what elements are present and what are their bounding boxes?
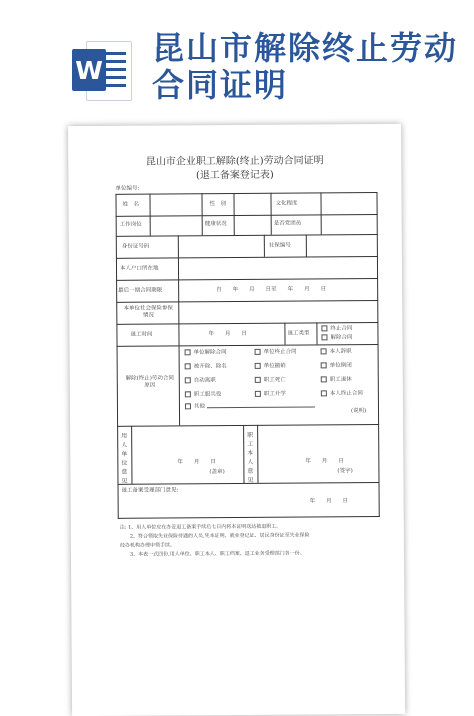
reason-option[interactable]: 本人辞职: [321, 348, 352, 356]
social-no-label: 社保编号: [268, 242, 291, 249]
document-sheet: [68, 124, 405, 716]
hukou-label: 本人户口所在地: [119, 265, 159, 272]
education-label: 文化程度: [275, 200, 298, 207]
reason-option[interactable]: 单位解除合同: [185, 349, 227, 357]
checkbox-icon: [255, 377, 261, 383]
reason-option[interactable]: 职工升学: [255, 391, 286, 399]
reason-option-other[interactable]: 其他: [185, 402, 315, 410]
header: [0, 0, 474, 120]
reason-option[interactable]: 职工死亡: [255, 377, 286, 385]
checkbox-icon: [321, 376, 327, 382]
leave-type-dissolve[interactable]: 解除合同: [321, 334, 352, 342]
job-label: 工作岗位: [119, 221, 142, 228]
unit-seal: (盖章): [209, 469, 225, 476]
party-label: 是否党团员: [273, 220, 302, 227]
leave-date: 年 月 日: [208, 330, 247, 338]
unit-code-label: 单位编号:: [115, 185, 140, 192]
worker-sign-date: 年 月 日: [305, 458, 344, 465]
note-line: 2、符合领取失业保险待遇的人员,凭本证明、就业登记证、居民身份证至失业保险: [119, 532, 310, 540]
agency-date: 年 月 日: [309, 498, 349, 505]
leave-type-label: 退工类型: [287, 330, 310, 337]
explain-label: (说明): [350, 408, 367, 415]
leave-time-label: 退工时间: [130, 331, 153, 338]
checkbox-icon: [321, 362, 327, 368]
checkbox-icon: [185, 403, 191, 409]
reason-option[interactable]: 自动离职: [185, 377, 216, 385]
last-contract-label: 最后一期合同期限: [118, 287, 163, 294]
reason-options: [185, 348, 375, 415]
reason-option[interactable]: 职工退休: [321, 376, 352, 384]
checkbox-icon: [185, 349, 191, 355]
reason-option[interactable]: 单位倒闭: [321, 362, 352, 370]
worker-signature: (签字): [337, 468, 353, 475]
note-line: 经办机构办理申领手续。: [119, 542, 175, 549]
page-title: 昆山市解除终止劳动合同证明: [152, 29, 459, 104]
leave-type-terminate[interactable]: 终止合同: [321, 325, 352, 333]
name-label: 姓 名: [122, 201, 140, 208]
checkbox-icon: [255, 391, 261, 397]
worker-opinion-label: 职工本人意见: [247, 431, 254, 484]
checkbox-icon: [185, 391, 191, 397]
note-line: 注: 1、用人单位应在办妥退工备案手续后七日内将本证明送达被退职工。: [119, 523, 282, 531]
unit-opinion-label: 用人单位意见: [121, 432, 128, 485]
word-icon: [72, 39, 134, 103]
checkbox-icon: [255, 363, 261, 369]
contract-period: 自 年 月 日至 年 月 日: [216, 286, 327, 294]
checkbox-icon: [321, 390, 327, 396]
reason-option[interactable]: 单位撤销: [255, 363, 286, 371]
reason-option[interactable]: 单位终止合同: [255, 349, 297, 357]
checkbox-icon: [185, 377, 191, 383]
reason-option[interactable]: 本人终止合同: [321, 390, 363, 398]
checkbox-icon: [321, 325, 327, 331]
agency-opinion-label: 退工备案受理部门意见:: [121, 487, 179, 494]
reason-option[interactable]: 职工服兵役: [185, 391, 222, 399]
checkbox-icon: [321, 348, 327, 354]
note-line: 3、本表一式四份,用人单位、职工本人、职工档案、退工业务受理部门各一份。: [119, 550, 305, 558]
registration-form: [115, 192, 379, 519]
word-letter: W: [72, 49, 106, 91]
unit-sign-date: 年 月 日: [177, 459, 216, 466]
reason-label: 解除(终止)劳动合同原因: [125, 375, 174, 389]
checkbox-icon: [321, 334, 327, 340]
form-subtitle: (退工备案登记表): [195, 169, 274, 182]
gender-label: 性 别: [209, 201, 227, 208]
checkbox-icon: [185, 363, 191, 369]
insurance-label: 本单位社会保险参保情况: [123, 305, 174, 319]
checkbox-icon: [255, 349, 261, 355]
form-title: 昆山市企业职工解除(终止)劳动合同证明: [145, 155, 324, 168]
id-number-label: 身份证号码: [121, 243, 150, 250]
health-label: 健康状况: [204, 221, 227, 228]
reason-option[interactable]: 被开除、除名: [185, 363, 227, 371]
